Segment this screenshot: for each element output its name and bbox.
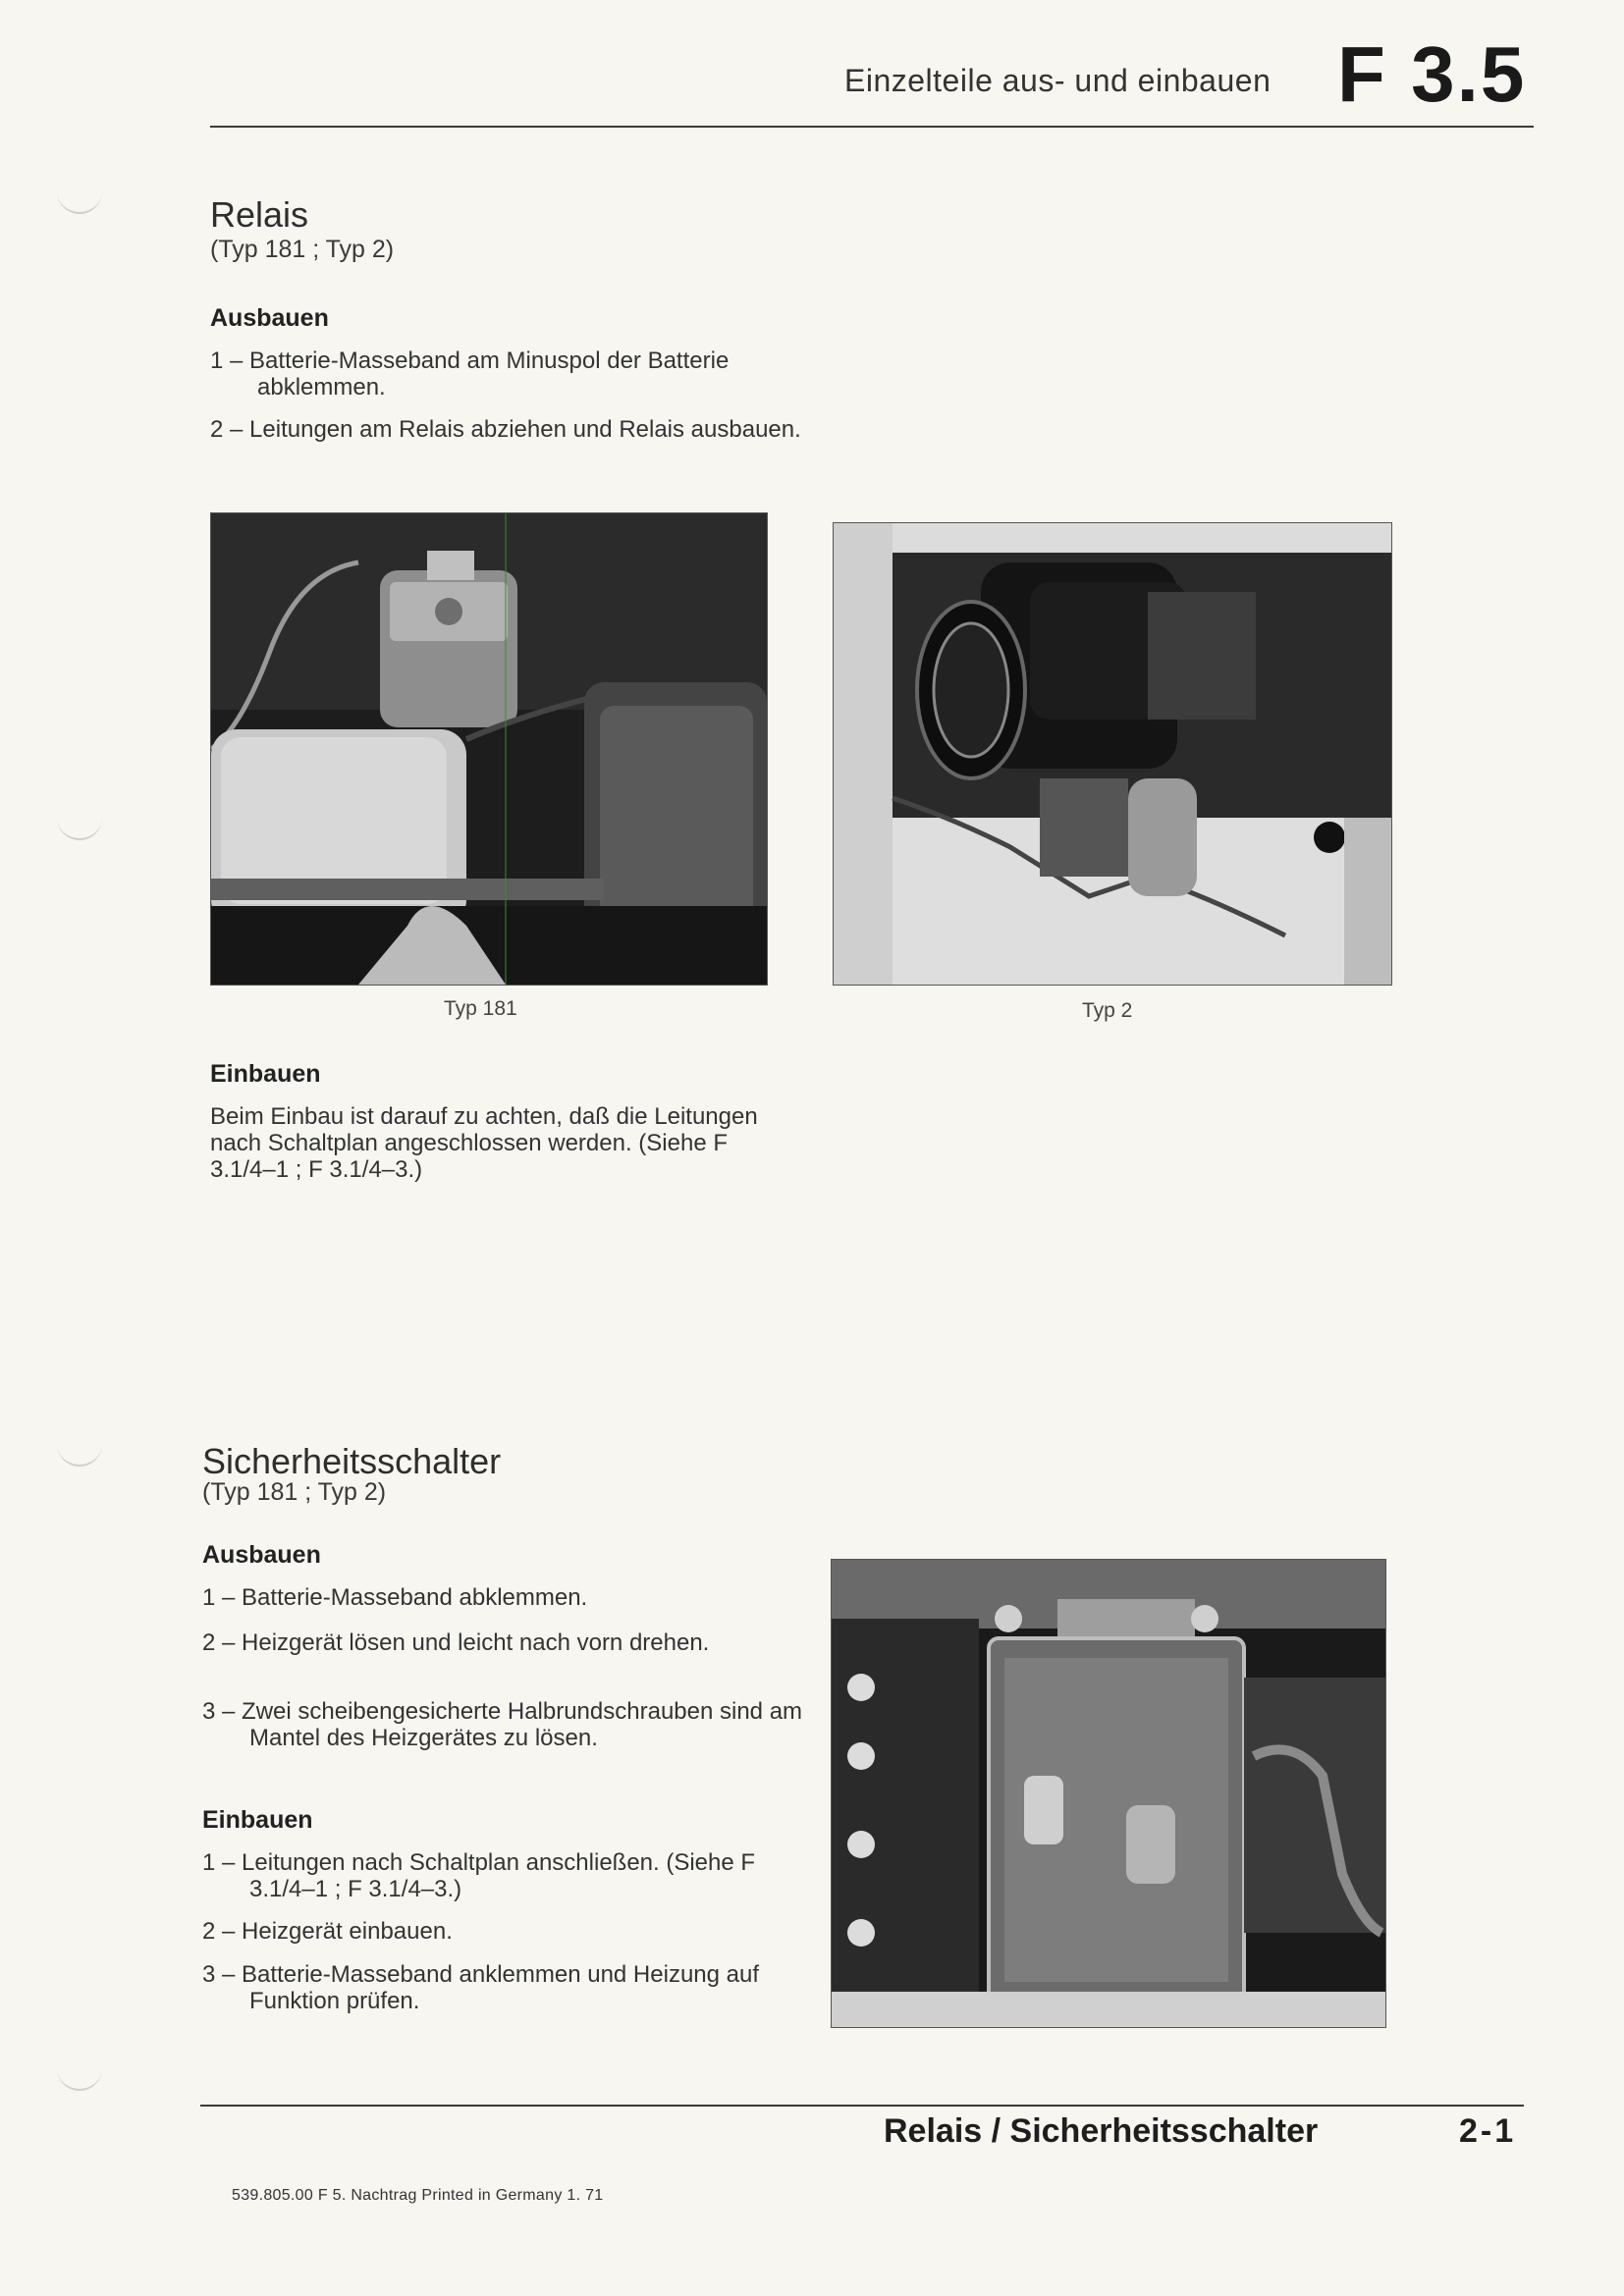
- step-text: Leitungen nach Schaltplan anschließen. (Siehe F 3.1/4–1 ; F 3.1/4–3.): [242, 1849, 756, 1902]
- relais-ausbauen-step-1: [210, 347, 817, 400]
- sicherheitsschalter-subtitle: (Typ 181 ; Typ 2): [202, 1478, 387, 1506]
- header-rule: [210, 126, 1534, 128]
- step-number: 1 –: [202, 1584, 236, 1611]
- step-number: 1 –: [210, 347, 244, 374]
- step-text: Batterie-Masseband am Minuspol der Batterie abklemmen.: [249, 347, 730, 400]
- sicherheitsschalter-ausbauen-step-3: [202, 1698, 813, 1751]
- sicherheitsschalter-einbauen-step-1: [202, 1849, 813, 1902]
- footer-rule: [200, 2105, 1524, 2107]
- relais-title: Relais: [210, 194, 309, 235]
- step-text: Heizgerät einbauen.: [242, 1918, 453, 1945]
- relais-subtitle: (Typ 181 ; Typ 2): [210, 236, 395, 263]
- sicherheitsschalter-ausbauen-step-2: [202, 1629, 813, 1656]
- sicherheitsschalter-einbauen-step-3: [202, 1961, 813, 2014]
- step-text: Leitungen am Relais abziehen und Relais ausbauen.: [249, 416, 801, 443]
- sicherheitsschalter-ausbauen-heading: Ausbauen: [202, 1541, 321, 1569]
- step-number: 2 –: [202, 1918, 236, 1945]
- step-number: 1 –: [202, 1849, 236, 1876]
- step-text: Zwei scheibengesicherte Halbrundschrauben sind am Mantel des Heizgerätes zu lösen.: [242, 1698, 803, 1751]
- relais-einbauen-text: Beim Einbau ist darauf zu achten, daß die Leitungen nach Schaltplan angeschlossen werden. (Siehe F 3.1/4–1 ; F 3.1/4–3.): [210, 1103, 758, 1183]
- page-number: 2-1: [1459, 2112, 1517, 2150]
- step-text: Batterie-Masseband abklemmen.: [242, 1584, 588, 1611]
- step-number: 3 –: [202, 1961, 236, 1988]
- step-number: 2 –: [210, 416, 244, 443]
- punch-hole: [57, 1441, 102, 1467]
- sicherheitsschalter-einbauen-step-2: [202, 1918, 813, 1945]
- relais-ausbauen-step-2: [210, 416, 817, 443]
- safety-switch-photo: [831, 1559, 1386, 2028]
- relais-einbauen-heading: Einbauen: [210, 1060, 321, 1088]
- step-number: 2 –: [202, 1629, 236, 1656]
- heater-photo-typ-2: [833, 522, 1392, 986]
- footer-meta: 539.805.00 F 5. Nachtrag Printed in Germany 1. 71: [232, 2187, 604, 2204]
- sicherheitsschalter-einbauen-heading: Einbauen: [202, 1806, 313, 1834]
- section-code: F 3.5: [1337, 30, 1527, 118]
- punch-hole: [57, 815, 102, 840]
- page-header-title: Einzelteile aus- und einbauen: [844, 63, 1272, 98]
- step-text: Batterie-Masseband anklemmen und Heizung auf Funktion prüfen.: [242, 1961, 760, 2014]
- photo-caption-typ-2: Typ 2: [1082, 999, 1133, 1022]
- sicherheitsschalter-title: Sicherheitsschalter: [202, 1441, 502, 1481]
- photo-caption-typ-181: Typ 181: [444, 997, 517, 1020]
- relais-ausbauen-heading: Ausbauen: [210, 304, 329, 332]
- punch-hole: [57, 188, 102, 214]
- footer-title: Relais / Sicherheitsschalter: [884, 2112, 1319, 2150]
- step-number: 3 –: [202, 1698, 236, 1725]
- punch-hole: [57, 2065, 102, 2091]
- step-text: Heizgerät lösen und leicht nach vorn drehen.: [242, 1629, 710, 1656]
- relay-photo-typ-181: [210, 512, 768, 986]
- sicherheitsschalter-ausbauen-step-1: [202, 1584, 813, 1611]
